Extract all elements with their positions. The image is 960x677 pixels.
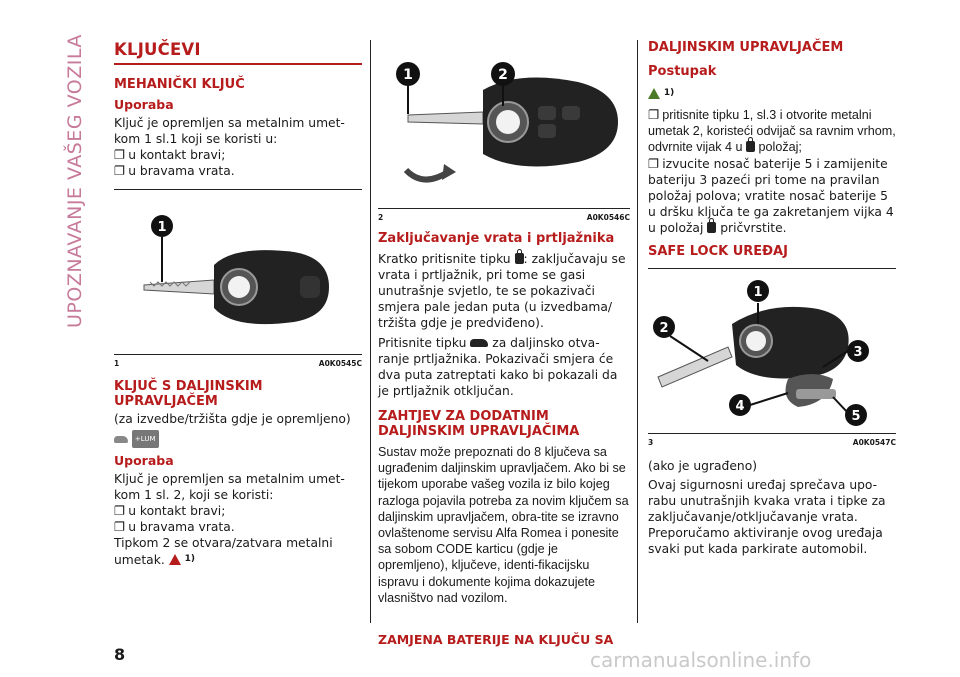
use-item-1-2: ❐ u bravama vrata.	[114, 163, 235, 178]
mechanical-key-illustration	[114, 190, 362, 354]
variant-badge-icon: +LUM	[132, 430, 159, 448]
use-heading-2: Uporaba	[114, 453, 174, 468]
use-text-1: Ključ je opremljen sa metalnim umet-kom 1 sl.1 koji se koristi u:	[114, 116, 345, 146]
fig3-callout-2: 2	[659, 320, 669, 336]
figure-1-caption: 1 A0K0545C	[114, 359, 362, 368]
request-text: Sustav može prepoznati do 8 ključeva sa ugrađenim daljinskim upravljačem. Ako bi se tijekom uporabe vašeg vozila iz bilo kojeg razloga pojavila potreba za novim ključem sa daljinskim upravljačem, obra-tite se izravno ovlaštenome servisu Alfa Romea i ponesite sa sobom CODE karticu (gdje je opremljeno), ključeve, identi-fikacijsku ispravu i dokumente kojima dokazujete vlasništvo nad vozilom.	[378, 445, 629, 605]
use-text-2: Ključ je opremljen sa metalnim umet-kom 1 sl. 2, koji se koristi:	[114, 472, 345, 502]
mech-key-heading: MEHANIČKI KLJUČ	[114, 77, 245, 92]
safe-lock-note: (ako je ugrađeno)	[648, 458, 758, 473]
checkbox-icon: ❐	[114, 163, 126, 178]
use-text-2-after: Tipkom 2 se otvara/zatvara metalni umetak. $^{1)}$	[114, 536, 333, 567]
unlock-icon	[746, 141, 755, 152]
checkbox-icon: ❐	[114, 519, 126, 534]
chapter-sidebar	[48, 36, 88, 336]
checkbox-icon: ❐	[114, 503, 126, 518]
chapter-title: UPOZNAVANJE VAŠEG VOZILA	[64, 34, 86, 328]
request-heading: ZAHTJEV ZA DODATNIM DALJINSKIM UPRAVLJAČIMA	[378, 409, 580, 439]
battery-replacement-illustration	[648, 269, 896, 433]
procedure-step-1: ❐ pritisnite tipku 1, sl.3 i otvorite metalni umetak 2, koristeći odvijač sa ravnim vrhom, odvrnite vijak 4 u položaj;	[648, 108, 896, 155]
fig2-callout-1: 1	[403, 67, 413, 83]
trunk-text: Pritisnite tipku za daljinsko otva-ranje prtljažnika. Pokazivači smjera će dva puta zatreptati kako bi pokazali da je prtljažnik otključan.	[378, 336, 618, 398]
checkbox-icon: ❐	[648, 108, 660, 122]
column-3	[648, 40, 896, 557]
safe-lock-text: Ovaj sigurnosni uređaj sprečava upo-rabu unutrašnjih kvaka vrata i tipke za zaključavanje/otključavanje vrata. Preporučamo aktiviranje ovog uređaja svaki put kada parkirate automobil.	[648, 477, 886, 556]
battery-heading: ZAMJENA BATERIJE NA KLJUČU SA	[378, 632, 614, 647]
remote-key-illustration	[378, 40, 630, 208]
fig3-callout-1: 1	[753, 284, 763, 300]
column-divider-2	[637, 40, 638, 623]
figure-2-caption: 2 A0K0546C	[378, 213, 630, 222]
column-1	[114, 40, 362, 568]
trunk-icon	[470, 339, 488, 347]
fig3-callout-4: 4	[735, 398, 745, 414]
fig3-callout-3: 3	[853, 344, 863, 360]
figure-1	[114, 189, 362, 368]
safe-lock-heading: SAFE LOCK UREĐAJ	[648, 243, 788, 259]
lock-icon	[707, 222, 716, 233]
watermark: carmanualsonline.info	[590, 648, 812, 672]
remote-key-heading: KLJUČ S DALJINSKIM UPRAVLJAČEM	[114, 379, 263, 409]
column-2	[378, 40, 630, 606]
use-heading-1: Uporaba	[114, 97, 174, 112]
lock-icon	[515, 253, 524, 264]
procedure-warning: 1)	[648, 85, 896, 102]
column-divider-1	[370, 40, 371, 623]
procedure-step-2: ❐ izvucite nosač baterije 5 i zamijenite bateriju 3 pazeći pri tome na pravilan položaj polova; vratite nosač baterije 5 u dršku ključa te ga zakretanjem vijka 4 u položaj pričvrstite.	[648, 155, 894, 235]
warning-icon	[169, 554, 181, 565]
figure-3-caption: 3 A0K0547C	[648, 437, 896, 447]
lock-heading: Zaključavanje vrata i prtljažnika	[378, 231, 615, 246]
checkbox-icon: ❐	[648, 155, 660, 171]
fig3-callout-5: 5	[851, 408, 861, 424]
section-title: KLJUČEVI	[114, 40, 362, 65]
use-item-1-1: ❐ u kontakt bravi;	[114, 147, 226, 162]
remote-note: (za izvedbe/tržišta gdje je opremljeno)	[114, 412, 351, 426]
remote-variant-icons	[114, 430, 362, 448]
figure-2	[378, 40, 630, 222]
remote-battery-heading: DALJINSKIM UPRAVLJAČEM	[648, 40, 844, 55]
procedure-heading: Postupak	[648, 64, 717, 79]
figure-3	[648, 268, 896, 447]
lock-text: Kratko pritisnite tipku : zaključavaju se vrata i prtljažnik, pri tome se gasi unutrašnje svjetlo, te se pokazivači smjera pale jedan puta (u izvedbama/ tržišta gdje je predviđeno).	[378, 252, 626, 330]
page-number: 8	[114, 645, 126, 664]
fig1-callout-1: 1	[157, 220, 167, 235]
fig2-callout-2: 2	[498, 67, 508, 83]
checkbox-icon: ❐	[114, 147, 126, 162]
car-icon	[114, 436, 128, 443]
use-item-2-1: ❐ u kontakt bravi;	[114, 503, 226, 518]
environment-warning-icon	[648, 88, 660, 99]
use-item-2-2: ❐ u bravama vrata.	[114, 519, 235, 534]
